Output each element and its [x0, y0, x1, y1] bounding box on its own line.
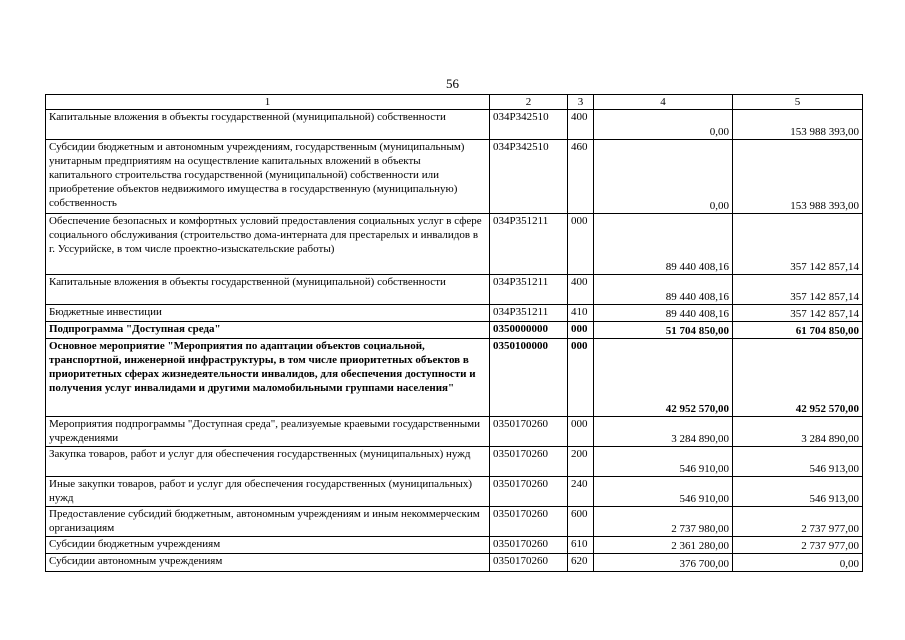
row-name: Субсидии бюджетным учреждениям — [46, 537, 490, 554]
row-name: Закупка товаров, работ и услуг для обеспечения государственных (муниципальных) нужд — [46, 447, 490, 477]
table-row — [46, 417, 863, 447]
column-header-3: 3 — [568, 95, 594, 110]
row-expense-type: 000 — [568, 339, 594, 417]
row-code: 0350170260 — [490, 447, 568, 477]
column-header-1: 1 — [46, 95, 490, 110]
row-sum-col4: 89 440 408,16 — [594, 214, 733, 275]
row-expense-type: 200 — [568, 447, 594, 477]
row-sum-col5: 61 704 850,00 — [733, 322, 863, 339]
row-expense-type: 410 — [568, 305, 594, 322]
page-number: 56 — [446, 76, 459, 91]
row-expense-type: 400 — [568, 275, 594, 305]
row-sum-col5: 0,00 — [733, 554, 863, 572]
row-expense-type: 240 — [568, 477, 594, 507]
row-name: Мероприятия подпрограммы "Доступная среда", реализуемые краевыми государственными учреждениями — [46, 417, 490, 447]
table-row — [46, 140, 863, 214]
row-name: Иные закупки товаров, работ и услуг для обеспечения государственных (муниципальных) нужд — [46, 477, 490, 507]
row-name: Основное мероприятие "Мероприятия по адаптации объектов социальной, транспортной, инженерной инфраструктуры, в том числе приоритетных объектов в приоритетных сферах жизнедеятельности инвалидов, для обеспечения доступности и получения услуг инвалидами и другими маломобильными группами населения" — [46, 339, 490, 417]
row-expense-type: 610 — [568, 537, 594, 554]
table-row — [46, 507, 863, 537]
row-sum-col5: 3 284 890,00 — [733, 417, 863, 447]
column-header-4: 4 — [594, 95, 733, 110]
row-code: 0350100000 — [490, 339, 568, 417]
row-code: 034P351211 — [490, 214, 568, 275]
row-sum-col5: 2 737 977,00 — [733, 507, 863, 537]
table-row — [46, 537, 863, 554]
row-sum-col4: 89 440 408,16 — [594, 305, 733, 322]
row-sum-col4: 42 952 570,00 — [594, 339, 733, 417]
column-header-2: 2 — [490, 95, 568, 110]
row-sum-col4: 376 700,00 — [594, 554, 733, 572]
row-code: 034P342510 — [490, 110, 568, 140]
row-sum-col5: 42 952 570,00 — [733, 339, 863, 417]
row-code: 0350170260 — [490, 554, 568, 572]
row-code: 0350000000 — [490, 322, 568, 339]
row-code: 034P351211 — [490, 305, 568, 322]
row-sum-col4: 51 704 850,00 — [594, 322, 733, 339]
row-sum-col4: 3 284 890,00 — [594, 417, 733, 447]
row-sum-col5: 2 737 977,00 — [733, 537, 863, 554]
row-expense-type: 400 — [568, 110, 594, 140]
row-code: 0350170260 — [490, 417, 568, 447]
row-sum-col4: 546 910,00 — [594, 477, 733, 507]
row-sum-col4: 2 361 280,00 — [594, 537, 733, 554]
row-code: 034P351211 — [490, 275, 568, 305]
table-row — [46, 305, 863, 322]
row-expense-type: 000 — [568, 214, 594, 275]
row-expense-type: 000 — [568, 322, 594, 339]
row-name: Бюджетные инвестиции — [46, 305, 490, 322]
table-row — [46, 339, 863, 417]
row-name: Субсидии автономным учреждениям — [46, 554, 490, 572]
row-sum-col4: 546 910,00 — [594, 447, 733, 477]
table-row — [46, 554, 863, 572]
row-name: Предоставление субсидий бюджетным, автономным учреждениям и иным некоммерческим организациям — [46, 507, 490, 537]
row-expense-type: 600 — [568, 507, 594, 537]
column-header-5: 5 — [733, 95, 863, 110]
row-expense-type: 000 — [568, 417, 594, 447]
row-code: 0350170260 — [490, 537, 568, 554]
row-code: 0350170260 — [490, 507, 568, 537]
row-sum-col5: 357 142 857,14 — [733, 305, 863, 322]
table-header-row — [46, 95, 863, 110]
row-expense-type: 620 — [568, 554, 594, 572]
table-row — [46, 477, 863, 507]
table-row — [46, 110, 863, 140]
row-sum-col4: 89 440 408,16 — [594, 275, 733, 305]
row-name: Капитальные вложения в объекты государственной (муниципальной) собственности — [46, 275, 490, 305]
row-sum-col4: 0,00 — [594, 110, 733, 140]
table-row — [46, 322, 863, 339]
row-code: 034P342510 — [490, 140, 568, 214]
table-row — [46, 214, 863, 275]
row-name: Субсидии бюджетным и автономным учреждениям, государственным (муниципальным) унитарным предприятиям на осуществление капитальных вложений в объекты капитального строительства государственной (муниципальной) собственности или приобретение объектов недвижимого имущества в государственную (муниципальную) собственность — [46, 140, 490, 214]
row-sum-col5: 153 988 393,00 — [733, 140, 863, 214]
row-sum-col4: 2 737 980,00 — [594, 507, 733, 537]
row-sum-col4: 0,00 — [594, 140, 733, 214]
row-sum-col5: 153 988 393,00 — [733, 110, 863, 140]
row-name: Подпрограмма "Доступная среда" — [46, 322, 490, 339]
row-sum-col5: 357 142 857,14 — [733, 275, 863, 305]
row-sum-col5: 546 913,00 — [733, 477, 863, 507]
row-name: Капитальные вложения в объекты государственной (муниципальной) собственности — [46, 110, 490, 140]
row-code: 0350170260 — [490, 477, 568, 507]
table-row — [46, 447, 863, 477]
row-name: Обеспечение безопасных и комфортных условий предоставления социальных услуг в сфере социального обслуживания (строительство дома-интерната для престарелых и инвалидов в г. Уссурийске, в том числе проектно-изыскательские работы) — [46, 214, 490, 275]
table-row — [46, 275, 863, 305]
row-sum-col5: 357 142 857,14 — [733, 214, 863, 275]
row-sum-col5: 546 913,00 — [733, 447, 863, 477]
row-expense-type: 460 — [568, 140, 594, 214]
budget-table — [45, 94, 863, 572]
